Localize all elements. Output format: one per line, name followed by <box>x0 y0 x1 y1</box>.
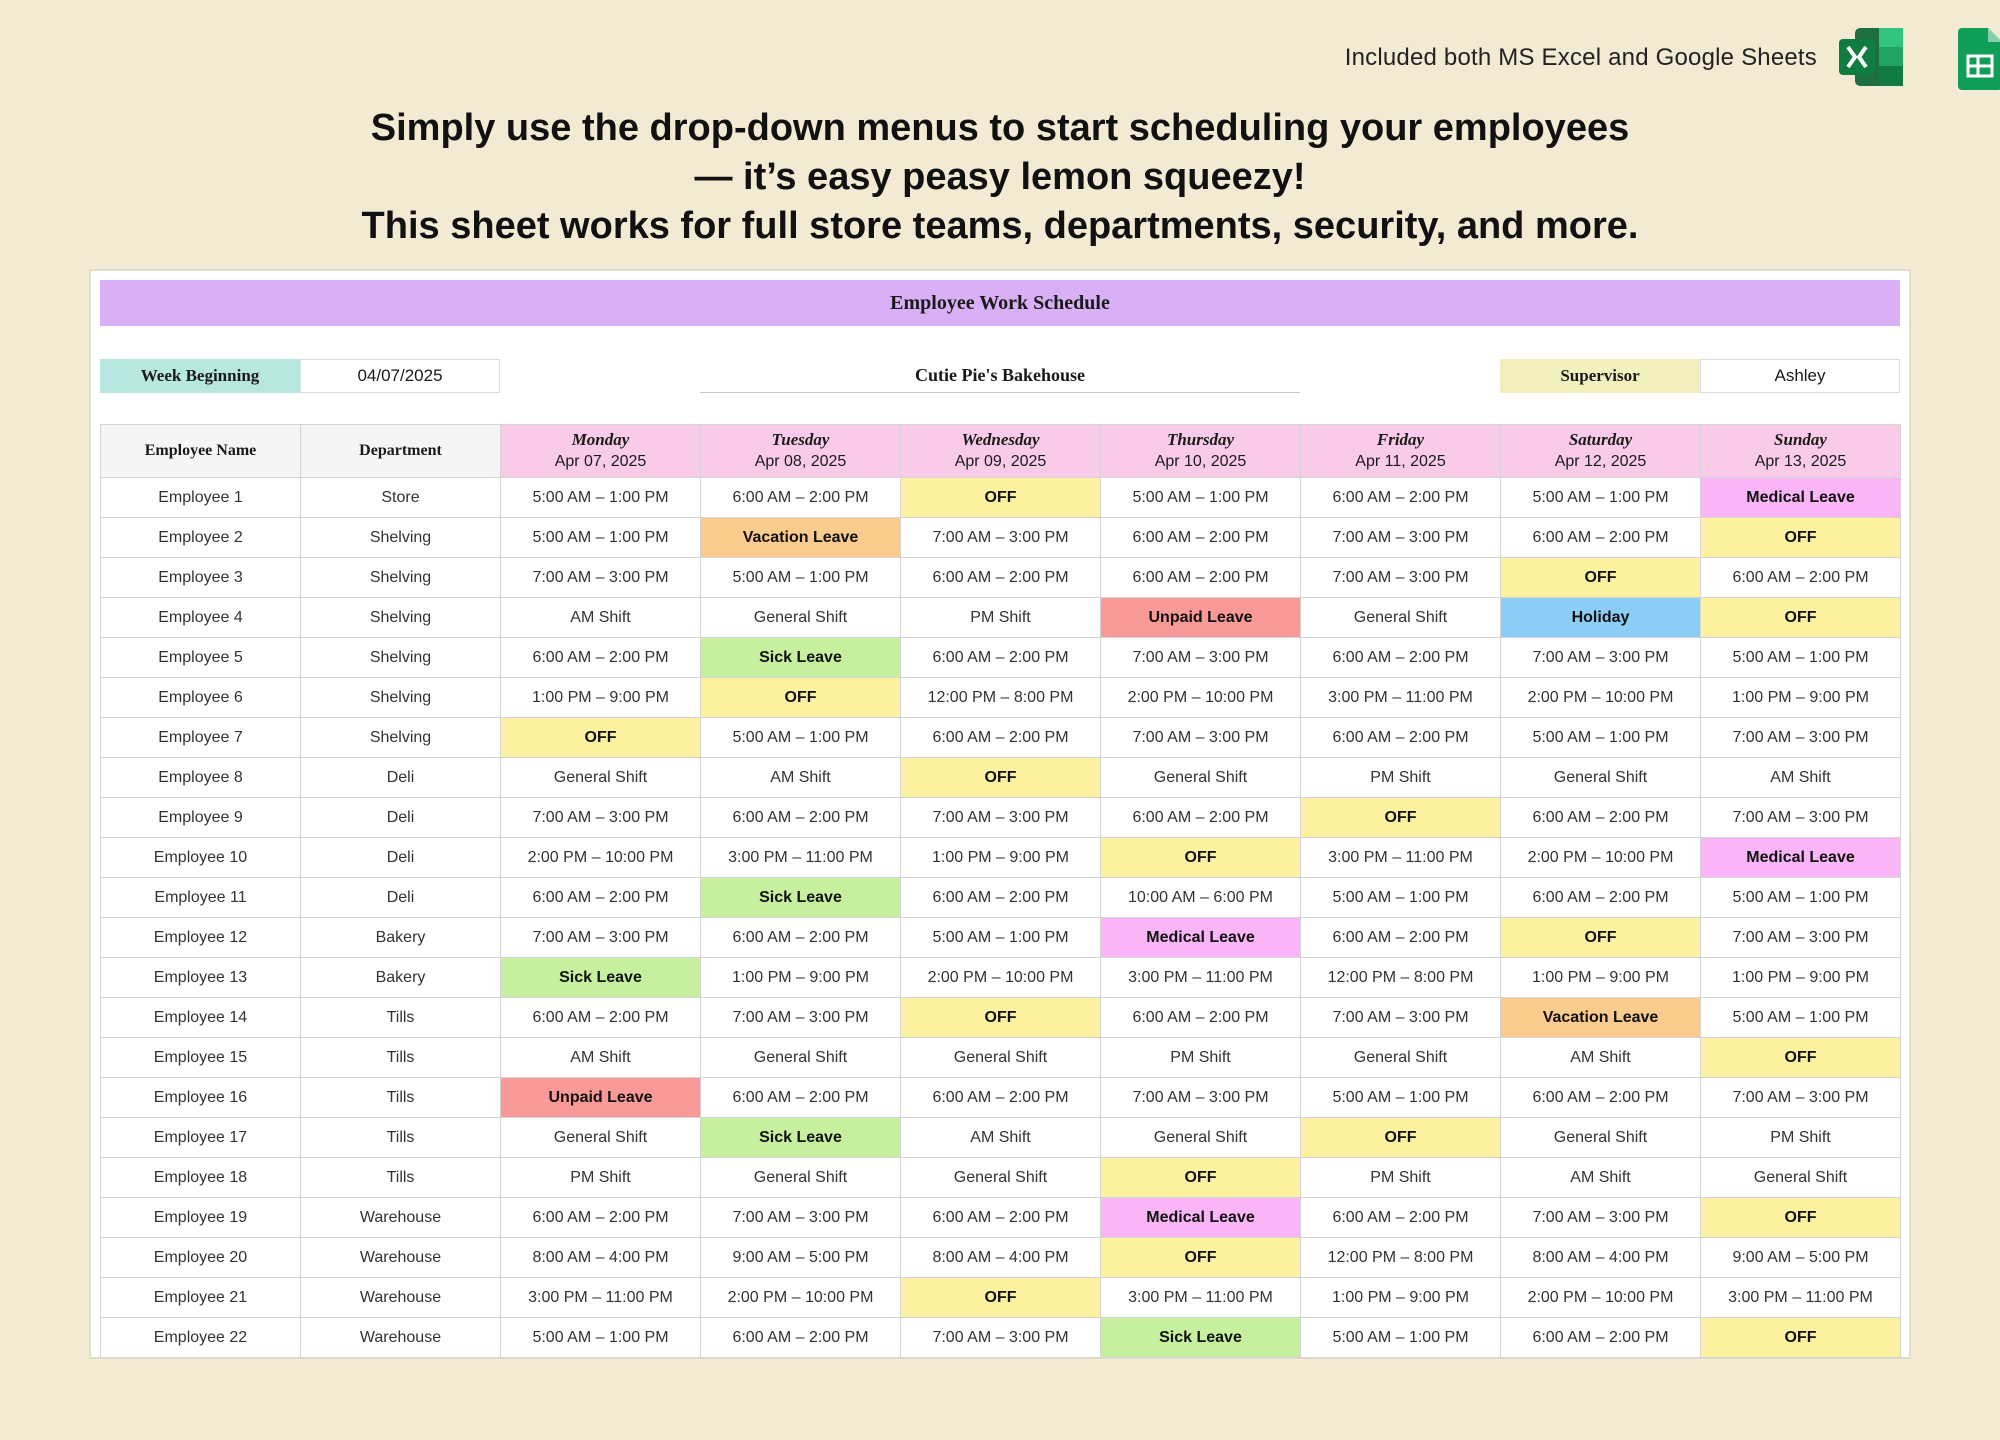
employee-name-cell[interactable]: Employee 18 <box>101 1158 301 1198</box>
shift-dropdown-cell[interactable]: 6:00 AM – 2:00 PM <box>901 558 1101 598</box>
shift-dropdown-cell[interactable]: 6:00 AM – 2:00 PM <box>1501 798 1701 838</box>
employee-name-cell[interactable]: Employee 12 <box>101 918 301 958</box>
employee-name-cell[interactable]: Employee 15 <box>101 1038 301 1078</box>
day-date: Apr 13, 2025 <box>1754 453 1847 470</box>
table-row <box>101 798 1901 838</box>
shift-dropdown-cell[interactable]: 9:00 AM – 5:00 PM <box>1701 1238 1901 1278</box>
shift-dropdown-cell[interactable]: 7:00 AM – 3:00 PM <box>1301 998 1501 1038</box>
week-beginning-label: Week Beginning <box>100 359 300 393</box>
shift-dropdown-cell[interactable]: 12:00 PM – 8:00 PM <box>1301 1238 1501 1278</box>
shift-dropdown-cell[interactable]: 5:00 AM – 1:00 PM <box>1301 1318 1501 1358</box>
employee-name-cell[interactable]: Employee 3 <box>101 558 301 598</box>
shift-dropdown-cell[interactable]: 2:00 PM – 10:00 PM <box>901 958 1101 998</box>
department-cell[interactable]: Warehouse <box>301 1318 501 1358</box>
google-sheets-icon <box>1958 26 2000 92</box>
employee-name-cell[interactable]: Employee 21 <box>101 1278 301 1318</box>
department-cell[interactable]: Deli <box>301 798 501 838</box>
shift-dropdown-cell[interactable]: AM Shift <box>1501 1158 1701 1198</box>
shift-dropdown-cell[interactable]: General Shift <box>901 1038 1101 1078</box>
shift-dropdown-cell[interactable]: AM Shift <box>501 598 701 638</box>
day-header-saturday <box>1501 425 1701 478</box>
shift-dropdown-cell[interactable]: 3:00 PM – 11:00 PM <box>1301 678 1501 718</box>
shift-dropdown-cell[interactable]: 3:00 PM – 11:00 PM <box>1101 1278 1301 1318</box>
shift-dropdown-cell[interactable]: 6:00 AM – 2:00 PM <box>1501 1318 1701 1358</box>
department-cell[interactable]: Shelving <box>301 518 501 558</box>
shift-dropdown-cell[interactable]: OFF <box>1701 598 1901 638</box>
department-header: Department <box>301 425 501 478</box>
shift-dropdown-cell[interactable]: General Shift <box>501 758 701 798</box>
department-cell[interactable]: Deli <box>301 838 501 878</box>
employee-name-cell[interactable]: Employee 4 <box>101 598 301 638</box>
shift-dropdown-cell[interactable]: 7:00 AM – 3:00 PM <box>1701 798 1901 838</box>
shift-dropdown-cell[interactable]: 7:00 AM – 3:00 PM <box>1301 558 1501 598</box>
shift-dropdown-cell[interactable]: 6:00 AM – 2:00 PM <box>501 638 701 678</box>
employee-name-cell[interactable]: Employee 5 <box>101 638 301 678</box>
shift-dropdown-cell[interactable]: 5:00 AM – 1:00 PM <box>1701 998 1901 1038</box>
shift-dropdown-cell[interactable]: OFF <box>901 478 1101 518</box>
shift-dropdown-cell[interactable]: 5:00 AM – 1:00 PM <box>1301 878 1501 918</box>
employee-name-cell[interactable]: Employee 19 <box>101 1198 301 1238</box>
shift-dropdown-cell[interactable]: 7:00 AM – 3:00 PM <box>901 518 1101 558</box>
shift-dropdown-cell[interactable]: 7:00 AM – 3:00 PM <box>1101 718 1301 758</box>
headline-line-1: Simply use the drop-down menus to start scheduling your employees <box>370 107 1630 149</box>
schedule-body <box>101 478 1901 1358</box>
table-row <box>101 1238 1901 1278</box>
day-date: Apr 11, 2025 <box>1355 453 1446 470</box>
table-row <box>101 918 1901 958</box>
shift-dropdown-cell[interactable]: 6:00 AM – 2:00 PM <box>1301 638 1501 678</box>
shift-dropdown-cell[interactable]: OFF <box>1101 1158 1301 1198</box>
table-row <box>101 678 1901 718</box>
shift-dropdown-cell[interactable]: General Shift <box>1501 758 1701 798</box>
shift-dropdown-cell[interactable]: 7:00 AM – 3:00 PM <box>501 798 701 838</box>
shift-dropdown-cell[interactable]: 6:00 AM – 2:00 PM <box>901 1198 1101 1238</box>
employee-name-cell[interactable]: Employee 9 <box>101 798 301 838</box>
shift-dropdown-cell[interactable]: Unpaid Leave <box>1101 598 1301 638</box>
day-header-thursday <box>1101 425 1301 478</box>
shift-dropdown-cell[interactable]: 6:00 AM – 2:00 PM <box>1501 878 1701 918</box>
shift-dropdown-cell[interactable]: Sick Leave <box>701 878 901 918</box>
shift-dropdown-cell[interactable]: Sick Leave <box>701 1118 901 1158</box>
headline <box>0 104 2000 251</box>
shift-dropdown-cell[interactable]: 2:00 PM – 10:00 PM <box>1501 838 1701 878</box>
shift-dropdown-cell[interactable]: 6:00 AM – 2:00 PM <box>701 798 901 838</box>
shift-dropdown-cell[interactable]: 6:00 AM – 2:00 PM <box>701 1318 901 1358</box>
shift-dropdown-cell[interactable]: OFF <box>901 758 1101 798</box>
shift-dropdown-cell[interactable]: OFF <box>901 1278 1101 1318</box>
day-date: Apr 12, 2025 <box>1554 453 1647 470</box>
shift-dropdown-cell[interactable]: 1:00 PM – 9:00 PM <box>1501 958 1701 998</box>
shift-dropdown-cell[interactable]: 3:00 PM – 11:00 PM <box>1301 838 1501 878</box>
shift-dropdown-cell[interactable]: 7:00 AM – 3:00 PM <box>701 1198 901 1238</box>
shift-dropdown-cell[interactable]: 6:00 AM – 2:00 PM <box>1101 798 1301 838</box>
shift-dropdown-cell[interactable]: 6:00 AM – 2:00 PM <box>1301 718 1501 758</box>
schedule-table <box>100 424 1901 1358</box>
shift-dropdown-cell[interactable]: 5:00 AM – 1:00 PM <box>701 718 901 758</box>
table-row <box>101 718 1901 758</box>
department-cell[interactable]: Shelving <box>301 598 501 638</box>
shift-dropdown-cell[interactable]: General Shift <box>701 598 901 638</box>
employee-name-cell[interactable]: Employee 10 <box>101 838 301 878</box>
day-name: Saturday <box>1568 430 1633 449</box>
day-header-monday <box>501 425 701 478</box>
shift-dropdown-cell[interactable]: AM Shift <box>501 1038 701 1078</box>
department-cell[interactable]: Tills <box>301 998 501 1038</box>
shift-dropdown-cell[interactable]: 6:00 AM – 2:00 PM <box>1101 518 1301 558</box>
shift-dropdown-cell[interactable]: 6:00 AM – 2:00 PM <box>901 878 1101 918</box>
department-cell[interactable]: Warehouse <box>301 1198 501 1238</box>
department-cell[interactable]: Deli <box>301 758 501 798</box>
shift-dropdown-cell[interactable]: General Shift <box>701 1158 901 1198</box>
shift-dropdown-cell[interactable]: 8:00 AM – 4:00 PM <box>1501 1238 1701 1278</box>
day-header-friday <box>1301 425 1501 478</box>
shift-dropdown-cell[interactable]: 6:00 AM – 2:00 PM <box>701 1078 901 1118</box>
day-name: Monday <box>571 430 630 449</box>
table-row <box>101 758 1901 798</box>
excel-icon <box>1837 26 1905 88</box>
shift-dropdown-cell[interactable]: Vacation Leave <box>701 518 901 558</box>
shift-dropdown-cell[interactable]: 7:00 AM – 3:00 PM <box>901 1318 1101 1358</box>
shift-dropdown-cell[interactable]: OFF <box>1701 1038 1901 1078</box>
shift-dropdown-cell[interactable]: PM Shift <box>1301 1158 1501 1198</box>
shift-dropdown-cell[interactable]: 5:00 AM – 1:00 PM <box>1701 878 1901 918</box>
shift-dropdown-cell[interactable]: 6:00 AM – 2:00 PM <box>901 718 1101 758</box>
table-row <box>101 878 1901 918</box>
shift-dropdown-cell[interactable]: 6:00 AM – 2:00 PM <box>1101 558 1301 598</box>
shift-dropdown-cell[interactable]: OFF <box>1501 558 1701 598</box>
shift-dropdown-cell[interactable]: Medical Leave <box>1101 1198 1301 1238</box>
shift-dropdown-cell[interactable]: Unpaid Leave <box>501 1078 701 1118</box>
shift-dropdown-cell[interactable]: 5:00 AM – 1:00 PM <box>1501 718 1701 758</box>
shift-dropdown-cell[interactable]: 3:00 PM – 11:00 PM <box>1701 1278 1901 1318</box>
shift-dropdown-cell[interactable]: OFF <box>1701 1198 1901 1238</box>
table-row <box>101 1118 1901 1158</box>
day-name: Wednesday <box>961 430 1040 449</box>
shift-dropdown-cell[interactable]: General Shift <box>1701 1158 1901 1198</box>
day-name: Tuesday <box>771 430 830 449</box>
table-row <box>101 1038 1901 1078</box>
department-cell[interactable]: Tills <box>301 1118 501 1158</box>
shift-dropdown-cell[interactable]: 2:00 PM – 10:00 PM <box>1501 678 1701 718</box>
schedule-sheet <box>89 269 1911 1359</box>
shift-dropdown-cell[interactable]: 2:00 PM – 10:00 PM <box>501 838 701 878</box>
shift-dropdown-cell[interactable]: 9:00 AM – 5:00 PM <box>701 1238 901 1278</box>
shift-dropdown-cell[interactable]: 5:00 AM – 1:00 PM <box>701 558 901 598</box>
day-name: Friday <box>1376 430 1425 449</box>
table-row <box>101 638 1901 678</box>
day-date: Apr 09, 2025 <box>954 453 1047 470</box>
shift-dropdown-cell[interactable]: 1:00 PM – 9:00 PM <box>1701 678 1901 718</box>
employee-name-header: Employee Name <box>101 425 301 478</box>
shift-dropdown-cell[interactable]: 6:00 AM – 2:00 PM <box>701 918 901 958</box>
shift-dropdown-cell[interactable]: 5:00 AM – 1:00 PM <box>1701 638 1901 678</box>
table-row <box>101 1278 1901 1318</box>
table-row <box>101 998 1901 1038</box>
shift-dropdown-cell[interactable]: 5:00 AM – 1:00 PM <box>1101 478 1301 518</box>
shift-dropdown-cell[interactable]: 6:00 AM – 2:00 PM <box>1301 918 1501 958</box>
table-row <box>101 838 1901 878</box>
department-cell[interactable]: Warehouse <box>301 1238 501 1278</box>
shift-dropdown-cell[interactable]: General Shift <box>701 1038 901 1078</box>
shift-dropdown-cell[interactable]: OFF <box>1301 798 1501 838</box>
employee-name-cell[interactable]: Employee 6 <box>101 678 301 718</box>
day-name: Thursday <box>1166 430 1235 449</box>
shift-dropdown-cell[interactable]: 1:00 PM – 9:00 PM <box>501 678 701 718</box>
shift-dropdown-cell[interactable]: OFF <box>1501 918 1701 958</box>
day-date: Apr 07, 2025 <box>554 453 647 470</box>
headline-line-3: This sheet works for full store teams, departments, security, and more. <box>361 205 1639 247</box>
day-date: Apr 10, 2025 <box>1154 453 1247 470</box>
employee-name-cell[interactable]: Employee 2 <box>101 518 301 558</box>
employee-name-cell[interactable]: Employee 8 <box>101 758 301 798</box>
day-name: Sunday <box>1774 430 1827 449</box>
shift-dropdown-cell[interactable]: General Shift <box>901 1158 1101 1198</box>
shift-dropdown-cell[interactable]: 6:00 AM – 2:00 PM <box>1301 478 1501 518</box>
table-row <box>101 598 1901 638</box>
shift-dropdown-cell[interactable]: OFF <box>1701 1318 1901 1358</box>
shift-dropdown-cell[interactable]: 8:00 AM – 4:00 PM <box>901 1238 1101 1278</box>
shift-dropdown-cell[interactable]: OFF <box>1101 838 1301 878</box>
supervisor-cell[interactable]: Ashley <box>1700 359 1900 393</box>
table-row <box>101 478 1901 518</box>
shift-dropdown-cell[interactable]: Medical Leave <box>1101 918 1301 958</box>
header-row <box>101 425 1901 478</box>
department-cell[interactable]: Warehouse <box>301 1278 501 1318</box>
employee-name-cell[interactable]: Employee 14 <box>101 998 301 1038</box>
sheet-title: Employee Work Schedule <box>100 280 1900 326</box>
shift-dropdown-cell[interactable]: Sick Leave <box>701 638 901 678</box>
shift-dropdown-cell[interactable]: 7:00 AM – 3:00 PM <box>1101 638 1301 678</box>
department-cell[interactable]: Shelving <box>301 638 501 678</box>
shift-dropdown-cell[interactable]: Vacation Leave <box>1501 998 1701 1038</box>
shift-dropdown-cell[interactable]: 7:00 AM – 3:00 PM <box>901 798 1101 838</box>
shift-dropdown-cell[interactable]: 6:00 AM – 2:00 PM <box>501 998 701 1038</box>
department-cell[interactable]: Tills <box>301 1158 501 1198</box>
shift-dropdown-cell[interactable]: 1:00 PM – 9:00 PM <box>901 838 1101 878</box>
shift-dropdown-cell[interactable]: 7:00 AM – 3:00 PM <box>1701 718 1901 758</box>
shift-dropdown-cell[interactable]: 2:00 PM – 10:00 PM <box>701 1278 901 1318</box>
shift-dropdown-cell[interactable]: 6:00 AM – 2:00 PM <box>1301 1198 1501 1238</box>
employee-name-cell[interactable]: Employee 17 <box>101 1118 301 1158</box>
shift-dropdown-cell[interactable]: PM Shift <box>1101 1038 1301 1078</box>
employee-name-cell[interactable]: Employee 13 <box>101 958 301 998</box>
shift-dropdown-cell[interactable]: Holiday <box>1501 598 1701 638</box>
shift-dropdown-cell[interactable]: 7:00 AM – 3:00 PM <box>501 558 701 598</box>
shift-dropdown-cell[interactable]: OFF <box>501 718 701 758</box>
shift-dropdown-cell[interactable]: General Shift <box>1501 1118 1701 1158</box>
shift-dropdown-cell[interactable]: Medical Leave <box>1701 478 1901 518</box>
shift-dropdown-cell[interactable]: 6:00 AM – 2:00 PM <box>1501 1078 1701 1118</box>
shift-dropdown-cell[interactable]: 6:00 AM – 2:00 PM <box>501 878 701 918</box>
day-header-sunday <box>1701 425 1901 478</box>
shift-dropdown-cell[interactable]: 7:00 AM – 3:00 PM <box>1301 518 1501 558</box>
shift-dropdown-cell[interactable]: General Shift <box>501 1118 701 1158</box>
shift-dropdown-cell[interactable]: General Shift <box>1301 598 1501 638</box>
department-cell[interactable]: Shelving <box>301 718 501 758</box>
employee-name-cell[interactable]: Employee 11 <box>101 878 301 918</box>
shift-dropdown-cell[interactable]: 6:00 AM – 2:00 PM <box>501 1198 701 1238</box>
shift-dropdown-cell[interactable]: PM Shift <box>1701 1118 1901 1158</box>
department-cell[interactable]: Tills <box>301 1038 501 1078</box>
department-cell[interactable]: Shelving <box>301 558 501 598</box>
employee-name-cell[interactable]: Employee 16 <box>101 1078 301 1118</box>
shift-dropdown-cell[interactable]: 7:00 AM – 3:00 PM <box>1701 918 1901 958</box>
shift-dropdown-cell[interactable]: OFF <box>1701 518 1901 558</box>
day-header-tuesday <box>701 425 901 478</box>
department-cell[interactable]: Shelving <box>301 678 501 718</box>
shift-dropdown-cell[interactable]: 5:00 AM – 1:00 PM <box>501 1318 701 1358</box>
shift-dropdown-cell[interactable]: 7:00 AM – 3:00 PM <box>701 998 901 1038</box>
shift-dropdown-cell[interactable]: 6:00 AM – 2:00 PM <box>1701 558 1901 598</box>
table-row <box>101 1158 1901 1198</box>
week-beginning-cell[interactable]: 04/07/2025 <box>300 359 500 393</box>
shift-dropdown-cell[interactable]: PM Shift <box>501 1158 701 1198</box>
shift-dropdown-cell[interactable]: 2:00 PM – 10:00 PM <box>1101 678 1301 718</box>
table-row <box>101 518 1901 558</box>
shift-dropdown-cell[interactable]: Sick Leave <box>1101 1318 1301 1358</box>
department-cell[interactable]: Bakery <box>301 918 501 958</box>
day-date: Apr 08, 2025 <box>754 453 847 470</box>
employee-name-cell[interactable]: Employee 20 <box>101 1238 301 1278</box>
shift-dropdown-cell[interactable]: 7:00 AM – 3:00 PM <box>1701 1078 1901 1118</box>
table-row <box>101 1078 1901 1118</box>
shift-dropdown-cell[interactable]: Sick Leave <box>501 958 701 998</box>
included-note: Included both MS Excel and Google Sheets <box>1344 44 1817 71</box>
shift-dropdown-cell[interactable]: 10:00 AM – 6:00 PM <box>1101 878 1301 918</box>
department-cell[interactable]: Deli <box>301 878 501 918</box>
shift-dropdown-cell[interactable]: PM Shift <box>1301 758 1501 798</box>
shift-dropdown-cell[interactable]: General Shift <box>1101 758 1301 798</box>
shift-dropdown-cell[interactable]: 5:00 AM – 1:00 PM <box>501 478 701 518</box>
shift-dropdown-cell[interactable]: 7:00 AM – 3:00 PM <box>1101 1078 1301 1118</box>
supervisor-label: Supervisor <box>1500 359 1700 393</box>
shift-dropdown-cell[interactable]: 1:00 PM – 9:00 PM <box>1701 958 1901 998</box>
shift-dropdown-cell[interactable]: 12:00 PM – 8:00 PM <box>901 678 1101 718</box>
shift-dropdown-cell[interactable]: 1:00 PM – 9:00 PM <box>701 958 901 998</box>
shift-dropdown-cell[interactable]: 8:00 AM – 4:00 PM <box>501 1238 701 1278</box>
shift-dropdown-cell[interactable]: OFF <box>1101 1238 1301 1278</box>
table-row <box>101 1318 1901 1358</box>
shift-dropdown-cell[interactable]: 3:00 PM – 11:00 PM <box>701 838 901 878</box>
shift-dropdown-cell[interactable]: OFF <box>1301 1118 1501 1158</box>
shift-dropdown-cell[interactable]: 12:00 PM – 8:00 PM <box>1301 958 1501 998</box>
shift-dropdown-cell[interactable]: 6:00 AM – 2:00 PM <box>701 478 901 518</box>
shift-dropdown-cell[interactable]: 6:00 AM – 2:00 PM <box>901 638 1101 678</box>
shift-dropdown-cell[interactable]: 3:00 PM – 11:00 PM <box>1101 958 1301 998</box>
shift-dropdown-cell[interactable]: General Shift <box>1301 1038 1501 1078</box>
shift-dropdown-cell[interactable]: 6:00 AM – 2:00 PM <box>1101 998 1301 1038</box>
shift-dropdown-cell[interactable]: 5:00 AM – 1:00 PM <box>1501 478 1701 518</box>
shift-dropdown-cell[interactable]: AM Shift <box>701 758 901 798</box>
shift-dropdown-cell[interactable]: 2:00 PM – 10:00 PM <box>1501 1278 1701 1318</box>
department-cell[interactable]: Store <box>301 478 501 518</box>
shift-dropdown-cell[interactable]: AM Shift <box>1501 1038 1701 1078</box>
shift-dropdown-cell[interactable]: 6:00 AM – 2:00 PM <box>1501 518 1701 558</box>
shift-dropdown-cell[interactable]: 7:00 AM – 3:00 PM <box>1501 638 1701 678</box>
employee-name-cell[interactable]: Employee 1 <box>101 478 301 518</box>
shift-dropdown-cell[interactable]: 6:00 AM – 2:00 PM <box>901 1078 1101 1118</box>
shift-dropdown-cell[interactable]: 1:00 PM – 9:00 PM <box>1301 1278 1501 1318</box>
shift-dropdown-cell[interactable]: 3:00 PM – 11:00 PM <box>501 1278 701 1318</box>
shift-dropdown-cell[interactable]: 7:00 AM – 3:00 PM <box>501 918 701 958</box>
table-row <box>101 558 1901 598</box>
shift-dropdown-cell[interactable]: 5:00 AM – 1:00 PM <box>901 918 1101 958</box>
employee-name-cell[interactable]: Employee 22 <box>101 1318 301 1358</box>
shift-dropdown-cell[interactable]: Medical Leave <box>1701 838 1901 878</box>
headline-line-2: — it’s easy peasy lemon squeezy! <box>694 156 1306 198</box>
shift-dropdown-cell[interactable]: General Shift <box>1101 1118 1301 1158</box>
shift-dropdown-cell[interactable]: 5:00 AM – 1:00 PM <box>1301 1078 1501 1118</box>
shift-dropdown-cell[interactable]: 5:00 AM – 1:00 PM <box>501 518 701 558</box>
store-name[interactable]: Cutie Pie's Bakehouse <box>700 359 1300 393</box>
shift-dropdown-cell[interactable]: AM Shift <box>901 1118 1101 1158</box>
day-header-wednesday <box>901 425 1101 478</box>
shift-dropdown-cell[interactable]: PM Shift <box>901 598 1101 638</box>
shift-dropdown-cell[interactable]: OFF <box>901 998 1101 1038</box>
table-row <box>101 1198 1901 1238</box>
table-row <box>101 958 1901 998</box>
employee-name-cell[interactable]: Employee 7 <box>101 718 301 758</box>
department-cell[interactable]: Bakery <box>301 958 501 998</box>
shift-dropdown-cell[interactable]: OFF <box>701 678 901 718</box>
shift-dropdown-cell[interactable]: AM Shift <box>1701 758 1901 798</box>
shift-dropdown-cell[interactable]: 7:00 AM – 3:00 PM <box>1501 1198 1701 1238</box>
department-cell[interactable]: Tills <box>301 1078 501 1118</box>
